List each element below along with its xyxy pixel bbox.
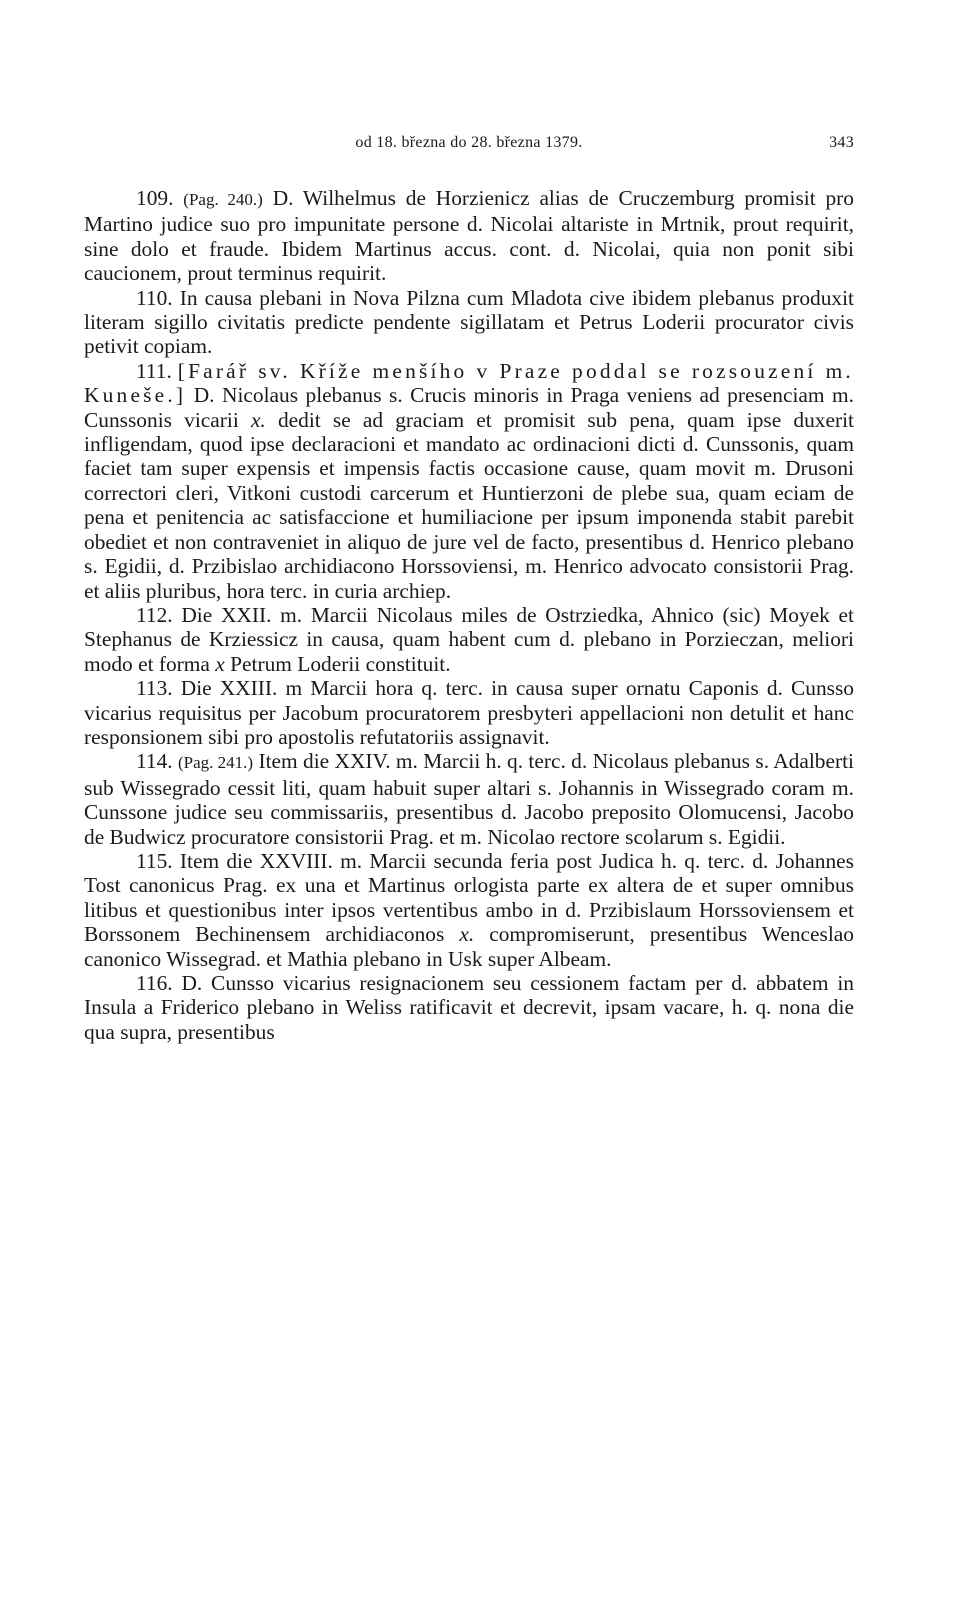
entry-number: 110. [136, 285, 173, 310]
entry-number: 114. [136, 749, 173, 774]
page-reference: (Pag. 240.) [183, 190, 263, 209]
entry-text: Item die XXIV. m. Marcii h. q. terc. d. Nicolaus plebanus s. Adalberti sub Wissegrado cessit liti, quam habuit super altari s. Johannis in Wissegrado coram m. Cunssone judice seu commissariis, presentibus d. Jacobo preposito Olomucensi, Jacobo de Budwicz procuratore consistorii Prag. et m. Nicolao rectore scolarum s. Egidii. [84, 749, 854, 849]
entry-text: D. Nicolaus plebanus s. Crucis minoris in Praga veniens ad presenciam m. Cunssonis vicarii [84, 383, 854, 432]
entry-number: 112. [136, 602, 173, 627]
entry-112 [84, 603, 854, 676]
entry-text: Item die XXVIII. m. Marcii secunda feria post Judica h. q. terc. d. Johannes Tost canonicus Prag. ex una et Martinus orlogista parte ex altera de et super omnibus litibus et questionibus inter ipsos vertentibus ambo in d. Przibislaum Horssoviensem et Borssonem Bechinensem archidiaconos [84, 848, 854, 947]
running-head [84, 132, 854, 162]
entry-number: 111. [136, 358, 172, 383]
entry-number: 113. [136, 676, 173, 701]
entry-text: dedit se ad graciam et promisit sub pena, quam ipse duxerit infligendam, quod ipse declaracioni et mandato ac ordinacioni dicti d. Cunssonis, quam faciet tam super expensis et impensis factis occasione cause, quam movit m. Drusoni correctori cleri, Vitkoni custodi carcerum et Huntierzoni de plebe sua, quam eciam de pena et penitencia ac satisfaccione et humiliacione per ipsum imponenda stabit parebit obediet et non contraveniet in aliquo de jure vel de facto, presentibus d. Henrico plebano s. Egidii, d. Przibislao archidiacono Horssoviensi, m. Henrico advocato consistorii Prag. et aliis pluribus, hora terc. in curia archiep. [84, 407, 854, 603]
document-page [84, 132, 854, 1044]
abbreviation-symbol: x. [459, 922, 475, 947]
page-reference: (Pag. 241.) [178, 753, 254, 773]
entry-text: Petrum Loderii constituit. [230, 651, 451, 676]
entry-text: Die XXII. m. Marcii Nicolaus miles de Ostrziedka, Ahnico (sic) Moyek et Stephanus de Krziessicz in causa, quam habent cum d. plebano in Porzieczan, meliori modo et forma [84, 602, 854, 676]
entry-text: D. Cunsso vicarius resignacionem seu cessionem factam per d. abbatem in Insula a Friderico plebano in Weliss ratificavit et decrevit, ipsam vacare, h. q. nona die qua supra, presentibus [84, 971, 854, 1044]
running-head-title: od 18. března do 28. března 1379. [355, 134, 583, 151]
entry-110 [84, 286, 854, 359]
entry-114 [84, 749, 854, 849]
entry-115 [84, 849, 854, 971]
entry-111 [84, 359, 854, 603]
czech-heading: [Farář sv. Kříže menšího v Praze poddal se rozsouzení m. Kuneše.] [84, 358, 854, 408]
entry-text: compromiserunt, presentibus Wenceslao canonico Wissegrad. et Mathia plebano in Usk super Albeam. [84, 922, 854, 971]
entry-116 [84, 971, 854, 1044]
entry-113 [84, 676, 854, 749]
entry-text: D. Wilhelmus de Horzienicz alias de Cruczemburg promisit pro Martino judice suo pro impunitate persone d. Nicolai altariste in Mrtnik, prout requirit, sine dolo et fraude. Ibidem Martinus accus. cont. d. Nicolai, quia non ponit sibi caucionem, prout terminus requirit. [84, 186, 855, 286]
abbreviation-symbol: x. [250, 407, 266, 432]
body-text [84, 186, 854, 1044]
entry-number: 116. [136, 971, 173, 995]
abbreviation-symbol: x [215, 651, 225, 676]
page-number: 343 [829, 134, 854, 151]
entry-text: Die XXIII. m Marcii hora q. terc. in causa super ornatu Caponis d. Cunsso vicarius requisitus per Jacobum procuratorem presbyteri appellacioni non detulit et hanc responsionem sibi pro apostolis refutatoriis assignavit. [84, 676, 854, 749]
entry-number: 115. [136, 848, 173, 873]
entry-109 [84, 186, 854, 286]
entry-number: 109. [136, 186, 174, 210]
entry-text: In causa plebani in Nova Pilzna cum Mladota cive ibidem plebanus produxit literam sigillo civitatis predicte pendente sigillatam et Petrus Loderii procurator civis petivit copiam. [84, 285, 854, 359]
